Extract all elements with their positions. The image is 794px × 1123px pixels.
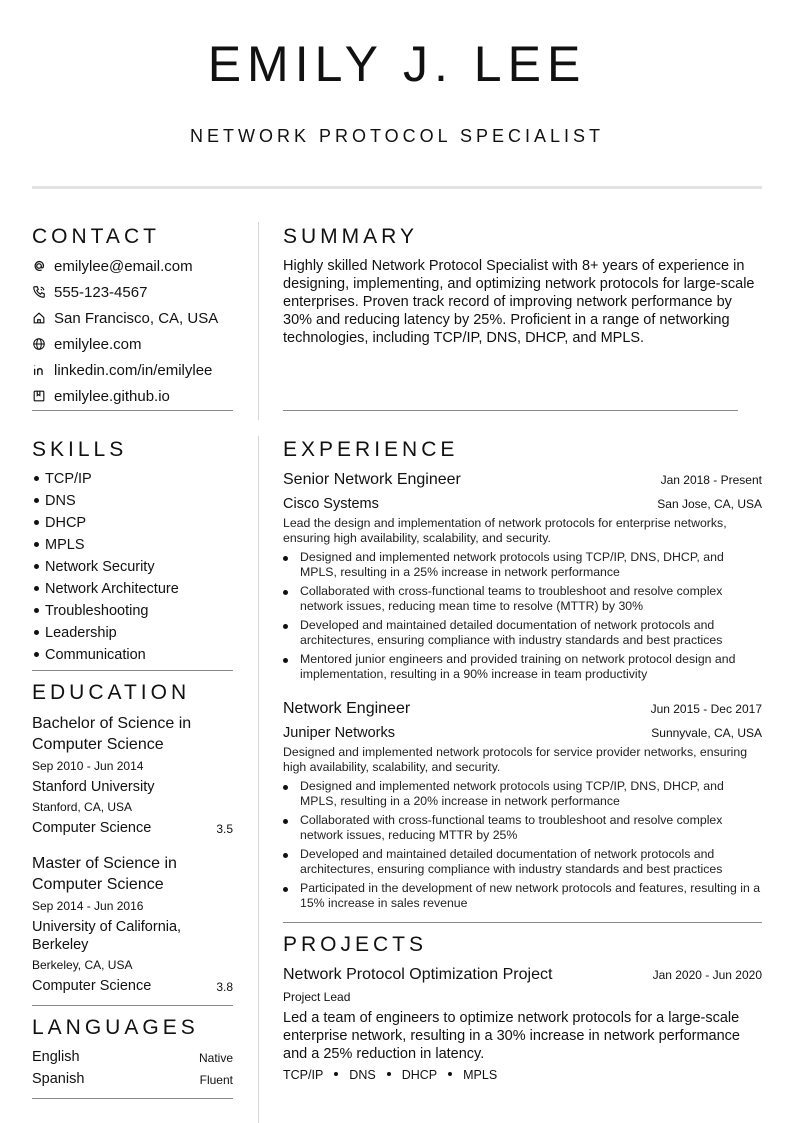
job-title: Network Engineer xyxy=(283,700,411,717)
home-icon xyxy=(32,311,46,325)
language-name: English xyxy=(32,1049,80,1065)
skill-item: DNS xyxy=(32,492,76,510)
language-level: Fluent xyxy=(199,1073,233,1087)
skill-item: Network Security xyxy=(32,558,155,576)
education-gpa: 3.5 xyxy=(216,822,233,836)
languages-heading: LANGUAGES xyxy=(32,1016,199,1039)
skill-item: MPLS xyxy=(32,536,85,554)
github-icon xyxy=(32,389,46,403)
contact-location-text: San Francisco, CA, USA xyxy=(54,309,219,327)
candidate-name: EMILY J. LEE xyxy=(207,36,587,92)
contact-linkedin-text: linkedin.com/in/emilylee xyxy=(54,361,213,379)
contact-location xyxy=(32,308,218,328)
education-gpa: 3.8 xyxy=(216,980,233,994)
contact-github[interactable] xyxy=(32,386,170,406)
education-dates: Sep 2010 - Jun 2014 xyxy=(32,759,144,773)
skill-item: Troubleshooting xyxy=(32,602,148,620)
job-company: Cisco Systems xyxy=(283,496,379,512)
projects-heading: PROJECTS xyxy=(283,933,428,956)
job-location: Sunnyvale, CA, USA xyxy=(651,726,762,740)
job-bullet: Developed and maintained detailed documentation of network protocols and architectures, ensuring compliance with industry standards and best practices xyxy=(283,847,762,877)
contact-heading: CONTACT xyxy=(32,225,160,248)
project-tag: TCP/IP xyxy=(283,1068,324,1082)
skill-item: Leadership xyxy=(32,624,117,642)
summary-heading: SUMMARY xyxy=(283,225,418,248)
header-divider xyxy=(32,186,762,189)
job-title: NETWORK PROTOCOL SPECIALIST xyxy=(189,126,605,146)
skill-item: DHCP xyxy=(32,514,86,532)
project-description: Led a team of engineers to optimize network protocols for a large-scale enterprise network, resulting in a 30% increase in network performance and a 25% reduction in latency. xyxy=(283,1010,740,1062)
contact-email[interactable] xyxy=(32,256,193,276)
education-location: Stanford, CA, USA xyxy=(32,800,133,814)
job-description: Lead the design and implementation of network protocols for enterprise networks, ensuring high availability, scalability, and security. xyxy=(283,516,727,545)
summary-divider xyxy=(283,410,738,411)
experience-divider xyxy=(283,922,762,923)
job-bullet: Collaborated with cross-functional teams to troubleshoot and resolve complex network issues, reducing MTTR by 25% xyxy=(283,813,762,843)
contact-email-text: emilylee@email.com xyxy=(54,257,193,275)
job-bullet: Designed and implemented network protocols using TCP/IP, DNS, DHCP, and MPLS, resulting in a 25% increase in network performance xyxy=(283,550,762,580)
job-company: Juniper Networks xyxy=(283,725,396,741)
globe-icon xyxy=(32,337,46,351)
job-bullet: Mentored junior engineers and provided training on network protocol design and implementation, resulting in a 90% increase in team productivity xyxy=(283,652,762,682)
job-location: San Jose, CA, USA xyxy=(657,497,762,511)
education-field: Computer Science xyxy=(32,978,152,994)
project-tag: DNS xyxy=(349,1068,376,1082)
contact-website-text: emilylee.com xyxy=(54,335,142,353)
education-degree: Master of Science in Computer Science xyxy=(32,855,177,893)
skills-divider xyxy=(32,670,233,671)
job-dates: Jun 2015 - Dec 2017 xyxy=(650,702,762,716)
job-bullet: Participated in the development of new network protocols and features, resulting in a 15% increase in sales revenue xyxy=(283,881,762,911)
column-divider-bottom xyxy=(258,436,259,1123)
skills-heading: SKILLS xyxy=(32,438,128,461)
experience-heading: EXPERIENCE xyxy=(283,438,459,461)
language-name: Spanish xyxy=(32,1071,85,1087)
education-location: Berkeley, CA, USA xyxy=(32,958,133,972)
project-tags xyxy=(283,1066,497,1084)
linkedin-icon xyxy=(32,363,46,377)
contact-website[interactable] xyxy=(32,334,142,354)
job-bullet: Developed and maintained detailed documentation of network protocols and architectures, ensuring compliance with industry standards and best practices xyxy=(283,618,762,648)
job-description: Designed and implemented network protocols for service provider networks, ensuring high availability, scalability, and security. xyxy=(283,745,748,774)
job-bullet: Designed and implemented network protocols using TCP/IP, DNS, DHCP, and MPLS, resulting in a 20% increase in network performance xyxy=(283,779,762,809)
contact-phone[interactable] xyxy=(32,282,147,302)
summary-text: Highly skilled Network Protocol Specialist with 8+ years of experience in designing, implementing, and optimizing network protocols for large-scale enterprises. Proven track record of improving network performance by 30% and reducing latency by 25%. Proficient in a range of networking technologies, including TCP/IP, DNS, DHCP, and MPLS. xyxy=(283,258,755,346)
education-degree: Bachelor of Science in Computer Science xyxy=(32,715,192,753)
contact-github-text: emilylee.github.io xyxy=(54,387,170,405)
project-dates: Jan 2020 - Jun 2020 xyxy=(652,968,762,982)
job-title: Senior Network Engineer xyxy=(283,471,461,488)
languages-divider xyxy=(32,1098,233,1099)
language-level: Native xyxy=(198,1051,233,1065)
education-school: University of California, Berkeley xyxy=(32,919,182,953)
at-icon xyxy=(32,259,46,273)
contact-divider xyxy=(32,410,233,411)
education-school: Stanford University xyxy=(32,779,155,795)
project-tag: DHCP xyxy=(401,1068,438,1082)
contact-linkedin[interactable] xyxy=(32,360,212,380)
column-divider-top xyxy=(258,222,259,420)
job-bullet: Collaborated with cross-functional teams to troubleshoot and resolve complex network issues, reducing mean time to resolve (MTTR) by 30% xyxy=(283,584,762,614)
project-role: Project Lead xyxy=(283,990,351,1004)
education-field: Computer Science xyxy=(32,820,152,836)
job-dates: Jan 2018 - Present xyxy=(660,473,762,487)
education-heading: EDUCATION xyxy=(32,681,191,704)
skill-item: Communication xyxy=(32,646,146,664)
skill-item: Network Architecture xyxy=(32,580,179,598)
skill-item: TCP/IP xyxy=(32,470,92,488)
contact-phone-text: 555-123-4567 xyxy=(54,283,148,301)
education-divider xyxy=(32,1005,233,1006)
project-name: Network Protocol Optimization Project xyxy=(283,966,553,983)
project-tag: MPLS xyxy=(463,1068,498,1082)
education-dates: Sep 2014 - Jun 2016 xyxy=(32,899,144,913)
phone-icon xyxy=(32,285,46,299)
